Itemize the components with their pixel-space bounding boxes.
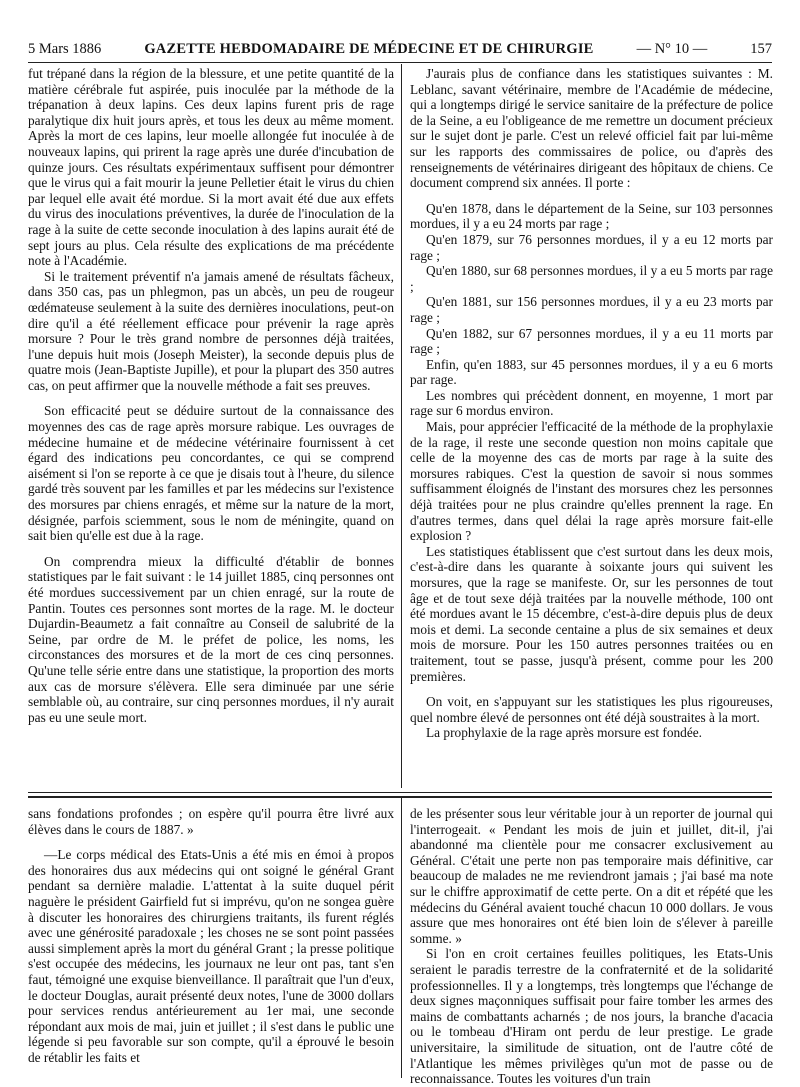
paragraph: —Le corps médical des Etats-Unis a été mis en émoi à propos des honoraires dus aux médecins qui ont soigné le général Grant pendant sa dernière maladie. L'attentat à la suite duquel périt naguère le président Gairfield fut si imprévu, qu'on ne songea guère à discuter les honoraires des chirurgiens traitants, ils furent réglés avec une générosité paradoxale ; les choses ne se sont point passées aussi simplement après la mort du général Grant ; la presse politique s'est occupée des médecins, les journaux ne leur ont pas, tant s'en faut, témoigné une exquise bienveillance. Il paraîtrait que l'un d'eux, le docteur Douglas, aurait présenté deux notes, l'une de 3000 dollars pour services rendus antérieurement au 1er mai, une seconde répondant aux mois de mai, juin et juillet ; il s'est dans le public une légende si peu favorable sur son compte, qu'il a éprouvé le besoin de rétablir les faits et [28, 847, 394, 1065]
paragraph: Qu'en 1878, dans le département de la Seine, sur 103 personnes mordues, il y a eu 24 morts par rage ; [410, 200, 773, 232]
paragraph: Mais, pour apprécier l'efficacité de la méthode de la prophylaxie de la rage, il reste une seconde question non moins capitale que celle de la moyenne des cas de morts par rage à la suite des morsures rabiques. C'est la question de savoir si nous sommes suffisamment éloignés de l'instant des morsures chez les personnes déjà traitées pour ne plus craindre qu'elles prennent la rage. En d'autres termes, dans quel délai la rage après morsure fait-elle explosion ? [410, 419, 773, 544]
paragraph: Enfin, qu'en 1883, sur 45 personnes mordues, il y a eu 6 morts par rage. [410, 356, 773, 388]
paragraph: sans fondations profondes ; on espère qu'il pourra être livré aux élèves dans le cours de 1887. » [28, 806, 394, 837]
column-divider [401, 64, 402, 788]
paragraph: Son efficacité peut se déduire surtout de la connaissance des moyennes des cas de rage après morsure rabique. Les ouvrages de médecine humaine et de médecine vétérinaire fournissent à cet égard des indications peu concordantes, ce qui se comprend aisément si l'on se reporte à ce que je disais tout à l'heure, du silence gardé très souvent par les familles et par les médecins sur l'existence des morsures par chiens enragés, et même sur la nature de la mort, désignée, parfois sciemment, sous le nom de méningite, quand on sait bien qu'elle est due à la rage. [28, 403, 394, 544]
journal-title: GAZETTE HEBDOMADAIRE DE MÉDECINE ET DE CHIRURGIE [144, 40, 594, 57]
paragraph: La prophylaxie de la rage après morsure est fondée. [426, 725, 703, 741]
paragraph: Si l'on en croit certaines feuilles politiques, les Etats-Unis seraient le paradis terrestre de la confraternité et de la solidarité professionnelles. Il y a longtemps, très longtemps que l'échange de deux signes maçonniques suffisait pour faire tomber les armes des mains de combattants acharnés ; de nos jours, la branche d'acacia ou le tombeau d'Hiram ont perdu de leur prestige. Le grade universitaire, la similitude de situation, ont de l'autre côté de l'Atlantique les mêmes privilèges qu'un mot de passe ou de reconnaissance. Toutes les voitures d'un train [410, 946, 773, 1087]
paragraph: Si le traitement préventif n'a jamais amené de résultats fâcheux, dans 350 cas, pas un phlegmon, pas un abcès, un peu de rougeur œdémateuse seulement à la suite des dernières inoculations, peut-on dire qu'il a été réellement efficace pour prévenir la rage après morsure ? Pour le très grand nombre de personnes déjà traitées, l'une depuis huit mois (Joseph Meister), la seconde depuis plus de quatre mois (Jean-Baptiste Jupille), et pour la plupart des 350 autres cas, on peut affirmer que la nouvelle méthode a fait ses preuves. [28, 268, 394, 393]
column-divider [401, 798, 402, 1078]
page-number: 157 [750, 40, 772, 57]
paragraph: Qu'en 1879, sur 76 personnes mordues, il y a eu 12 morts par rage ; [410, 231, 773, 263]
paragraph: Qu'en 1880, sur 68 personnes mordues, il y a eu 5 morts par rage ; [410, 263, 773, 294]
paragraph: de les présenter sous leur véritable jour à un reporter de journal qui l'interrogeait. « Pendant les mois de juin et juillet, dit-il, j'ai abandonné ma clientèle pour me consacrer exclusivement au Général. C'était une perte non pas temporaire mais définitive, car beaucoup de malades ne me reviendront jamais ; j'ai basé ma note sur le chiffre approximatif de cette perte. On a dit et répété que les médecins du Général avaient touché chacun 10 000 dollars. Je vous assure que mes honoraires ont été bien loin de s'élever à pareille somme. » [410, 806, 773, 946]
lower-right-column [410, 806, 773, 1087]
issue-date: 5 Mars 1886 [28, 40, 102, 57]
section-double-rule [28, 792, 772, 798]
paragraph: J'aurais plus de confiance dans les statistiques suivantes : M. Leblanc, savant vétérinaire, membre de l'Académie de médecine, qui a longtemps dirigé le service sanitaire de la préfecture de police de la Seine, a eu l'obligeance de me remettre un document précieux sur le sujet dont je parle. C'est un relevé officiel fait par lui-même sur les rapports des commissaires de police, ou d'après des renseignements de vétérinaires dirigeant des hôpitaux de chiens. Ce document comprend six années. Il porte : [410, 66, 773, 191]
paragraph: On comprendra mieux la difficulté d'établir de bonnes statistiques par le fait suivant : le 14 juillet 1885, cinq personnes ont été mordues successivement par un chien enragé, sur la route de Pantin. Toutes ces personnes sont mortes de la rage. M. le docteur Dujardin-Beaumetz a fait connaître au Conseil de salubrité de la Seine, par ordre de M. le préfet de police, les noms, les circonstances des morsures et de la mort de ces cinq personnes. Qu'une telle série entre dans une statistique, la proportion des morts aux cas de morsure s'élèvera. Elle sera diminuée par une série semblable où, au contraire, sur cinq personnes mordues, il n'y aurait pas eu une seule mort. [28, 553, 394, 725]
header-rule [28, 62, 772, 63]
upper-left-column [28, 66, 394, 725]
issue-number: — N° 10 — [636, 40, 708, 57]
paragraph: Les nombres qui précèdent donnent, en moyenne, 1 mort par rage sur 6 mordus environ. [410, 387, 773, 419]
paragraph: Qu'en 1881, sur 156 personnes mordues, il y a eu 23 morts par rage ; [410, 294, 773, 325]
page-header [28, 38, 772, 60]
paragraph: fut trépané dans la région de la blessure, et une petite quantité de la matière cérébrale fut aspirée, puis inoculée par la méthode de la trépanation à deux lapins. Ces deux lapins furent pris de rage paralytique dix huit jours après, et tous les deux au même moment. Après la mort de ces lapins, leur moelle allongée fut inoculée à de nouveaux lapins, qui prirent la rage après une durée d'incubation de quinze jours. Ces résultats expérimentaux suffisent pour démontrer que le virus qui a fait mourir la jeune Pelletier était le virus du chien par lequel elle avait été mordue. Si la mort avait été due aux effets du virus des inoculations préventives, la durée de l'inoculation de la rage à la suite de cette seconde inoculation à des lapins aurait été de sept jours au plus. Cela résulte des explications de ma précédente note à l'Académie. [28, 66, 394, 269]
upper-right-column [410, 66, 773, 741]
paragraph: On voit, en s'appuyant sur les statistiques les plus rigoureuses, quel nombre élevé de personnes ont été déjà soustraites à la mort. [410, 694, 773, 725]
paragraph: Les statistiques établissent que c'est surtout dans les deux mois, c'est-à-dire dans les quarante à soixante jours qui suivent les morsures, que la rage se manifeste. Or, sur les personnes de tout âge et de tout sexe déjà traitées par la nouvelle méthode, 100 ont été mordues avant le 15 décembre, c'est-à-dire depuis plus de deux mois et demi. La seconde centaine a plus de six semaines et deux mois de morsure. Pour les 150 autres personnes traitées ou en traitement, tout se passe, jusqu'à présent, comme pour les 200 premières. [410, 543, 773, 684]
paragraph: Qu'en 1882, sur 67 personnes mordues, il y a eu 11 morts par rage ; [410, 325, 773, 357]
lower-left-column [28, 806, 394, 1066]
